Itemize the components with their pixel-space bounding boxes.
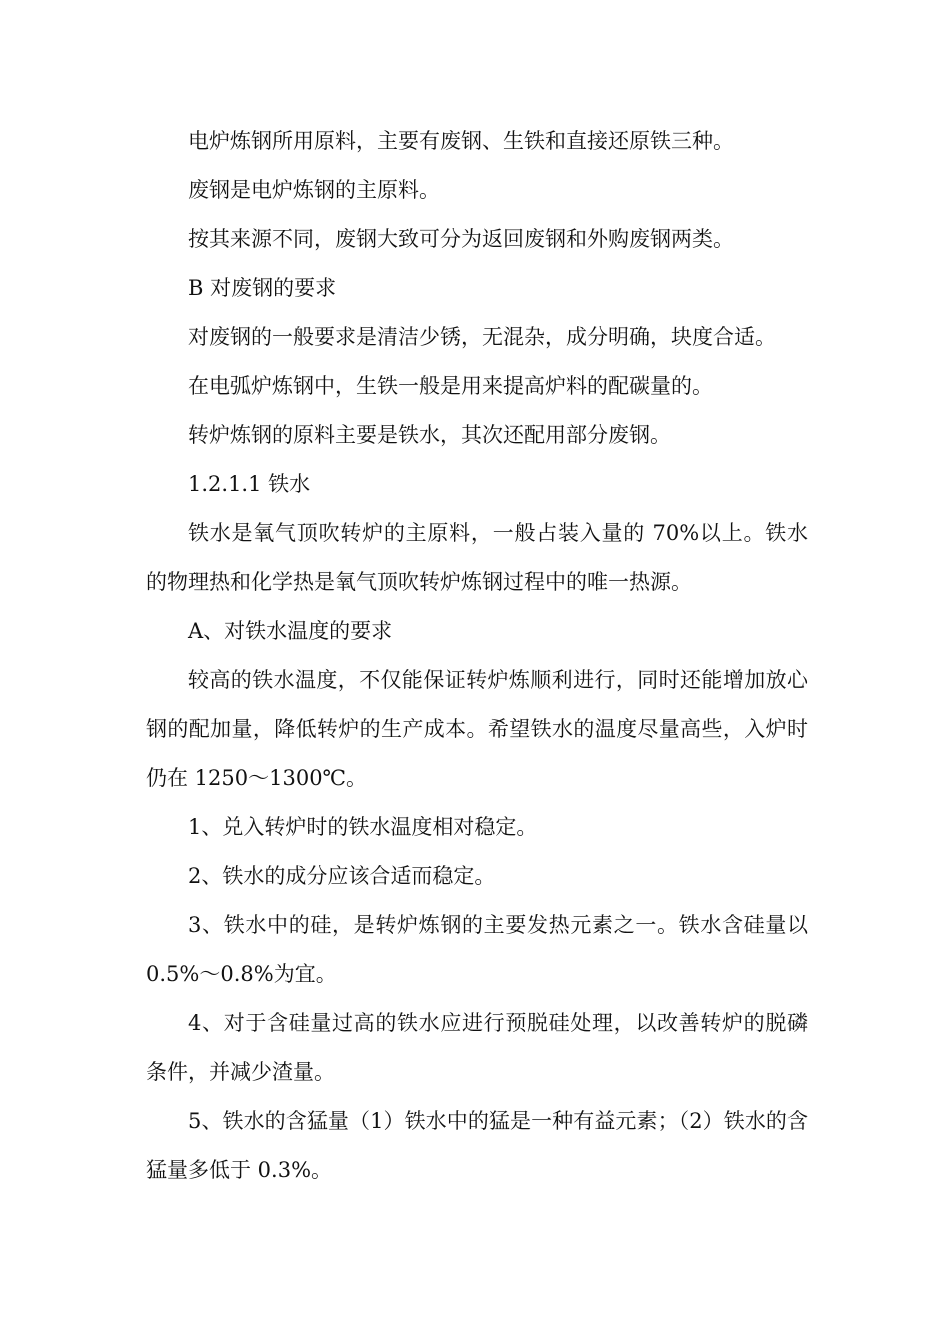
paragraph-pig-iron-use: 在电弧炉炼钢中，生铁一般是用来提高炉料的配碳量的。 — [188, 374, 713, 398]
paragraph-hot-metal-temperature: 较高的铁水温度，不仅能保证转炉炼顺利进行，同时还能增加放心钢的配加量，降低转炉的生产成本。希望铁水的温度尽量高些，入炉时仍在 1250～1300℃。 — [146, 668, 808, 790]
paragraph-scrap-sources: 按其来源不同，废钢大致可分为返回废钢和外购废钢两类。 — [188, 227, 734, 251]
paragraph-raw-materials: 电炉炼钢所用原料，主要有废钢、生铁和直接还原铁三种。 — [188, 129, 734, 153]
paragraph-scrap-main: 废钢是电炉炼钢的主原料。 — [188, 178, 440, 202]
heading-hot-metal-temperature: A、对铁水温度的要求 — [188, 619, 393, 643]
heading-hot-metal: 1.2.1.1 铁水 — [188, 472, 311, 496]
list-item-1: 1、兑入转炉时的铁水温度相对稳定。 — [188, 815, 538, 839]
list-item-4: 4、对于含硅量过高的铁水应进行预脱硅处理，以改善转炉的脱磷条件，并减少渣量。 — [146, 1011, 808, 1084]
paragraph-converter-materials: 转炉炼钢的原料主要是铁水，其次还配用部分废钢。 — [188, 423, 671, 447]
list-item-5: 5、铁水的含猛量（1）铁水中的猛是一种有益元素；（2）铁水的含猛量多低于 0.3%。 — [146, 1109, 808, 1182]
list-item-3: 3、铁水中的硅，是转炉炼钢的主要发热元素之一。铁水含硅量以 0.5%～0.8%为宜。 — [146, 913, 808, 986]
document-body — [146, 117, 808, 1195]
paragraph-scrap-general-requirements: 对废钢的一般要求是清洁少锈，无混杂，成分明确，块度合适。 — [188, 325, 776, 349]
list-item-2: 2、铁水的成分应该合适而稳定。 — [188, 864, 496, 888]
heading-scrap-requirements: B 对废钢的要求 — [188, 276, 337, 300]
paragraph-hot-metal-main: 铁水是氧气顶吹转炉的主原料，一般占装入量的 70%以上。铁水的物理热和化学热是氧气顶吹转炉炼钢过程中的唯一热源。 — [146, 521, 808, 594]
